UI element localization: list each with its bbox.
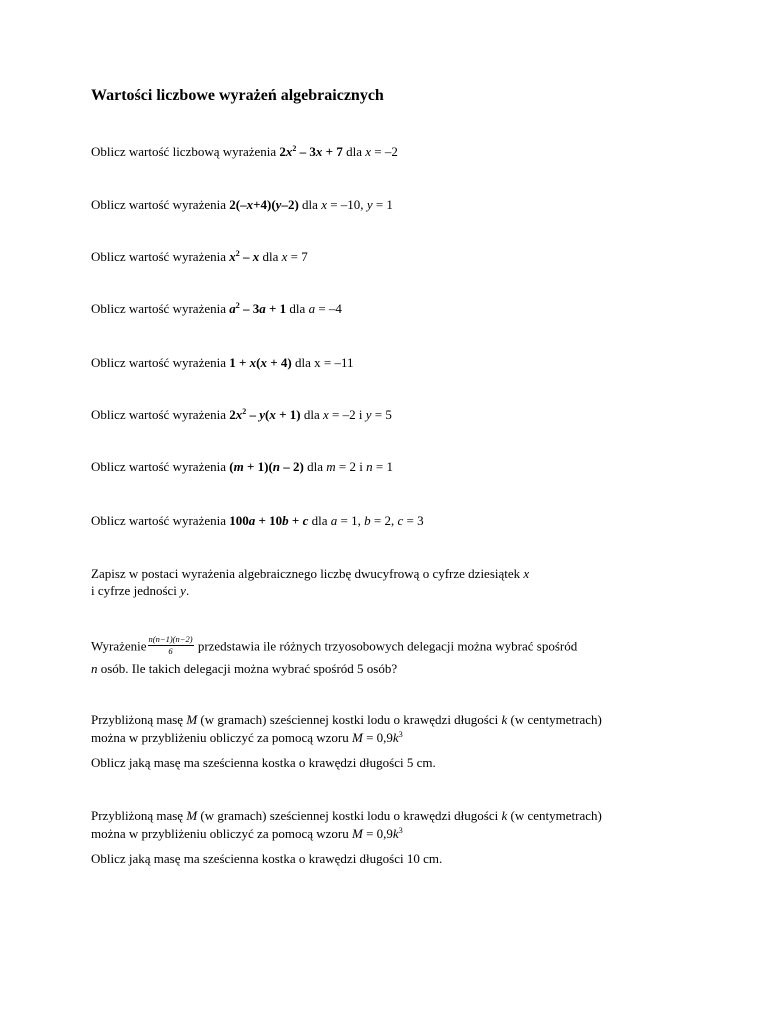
ice-task-1-line-1: Przybliżoną masę M (w gramach) sześciennej kostki lodu o krawędzi długości k (w centymetrach) [91, 712, 602, 727]
delegation-task-line-1 [91, 634, 578, 658]
ice-task-1-line-2: można w przybliżeniu obliczyć za pomocą wzoru $M = 0,9k^3$ [91, 730, 403, 745]
ice-task-2-question: Oblicz jaką masę ma sześcienna kostka o krawędzi długości 10 cm. [91, 851, 443, 866]
task-2: Oblicz wartość wyrażenia 2(–x+4)(y–2) dla x = –10, y = 1 [91, 197, 393, 212]
ice-task-2-line-2: można w przybliżeniu obliczyć za pomocą wzoru $M = 0,9k^3$ [91, 826, 403, 841]
two-digit-task-line-1: Zapisz w postaci wyrażenia algebraicznego liczbę dwucyfrową o cyfrze dziesiątek x [91, 566, 530, 581]
task-8: Oblicz wartość wyrażenia 100a + 10b + c dla a = 1, b = 2, c = 3 [91, 513, 424, 528]
page-title: Wartości liczbowe wyrażeń algebraicznych [91, 87, 384, 104]
fraction-numerator: n(n−1)(n−2) [148, 634, 193, 644]
ice-task-1-question: Oblicz jaką masę ma sześcienna kostka o krawędzi długości 5 cm. [91, 755, 436, 770]
two-digit-task-line-2: i cyfrze jedności y. [91, 583, 190, 598]
task-6: Oblicz wartość wyrażenia $2x^2 - y(x + 1)$ dla x = –2 i y = 5 [91, 407, 392, 422]
task-3: Oblicz wartość wyrażenia $x^2$ – x dla x = 7 [91, 249, 308, 264]
delegation-task-line-2: n osób. Ile takich delegacji można wybrać spośród 5 osób? [91, 661, 398, 676]
task-4: Oblicz wartość wyrażenia $a^2 - 3a + 1$ dla a = –4 [91, 301, 342, 316]
delegation-text: przedstawia ile różnych trzyosobowych delegacji można wybrać spośród [197, 638, 578, 654]
task-1: Oblicz wartość liczbową wyrażenia $2x^2 - 3x + 7$ dla x = –2 [91, 144, 398, 159]
task-5: Oblicz wartość wyrażenia 1 + x(x + 4) dla x = –11 [91, 355, 354, 370]
delegation-fraction [148, 635, 194, 656]
delegation-intro: Wyrażenie [91, 638, 147, 654]
ice-task-2-line-1: Przybliżoną masę M (w gramach) sześciennej kostki lodu o krawędzi długości k (w centymetrach) [91, 808, 602, 823]
fraction-denominator: 6 [168, 646, 173, 656]
task-7: Oblicz wartość wyrażenia (m + 1)(n – 2) dla m = 2 i n = 1 [91, 459, 393, 474]
